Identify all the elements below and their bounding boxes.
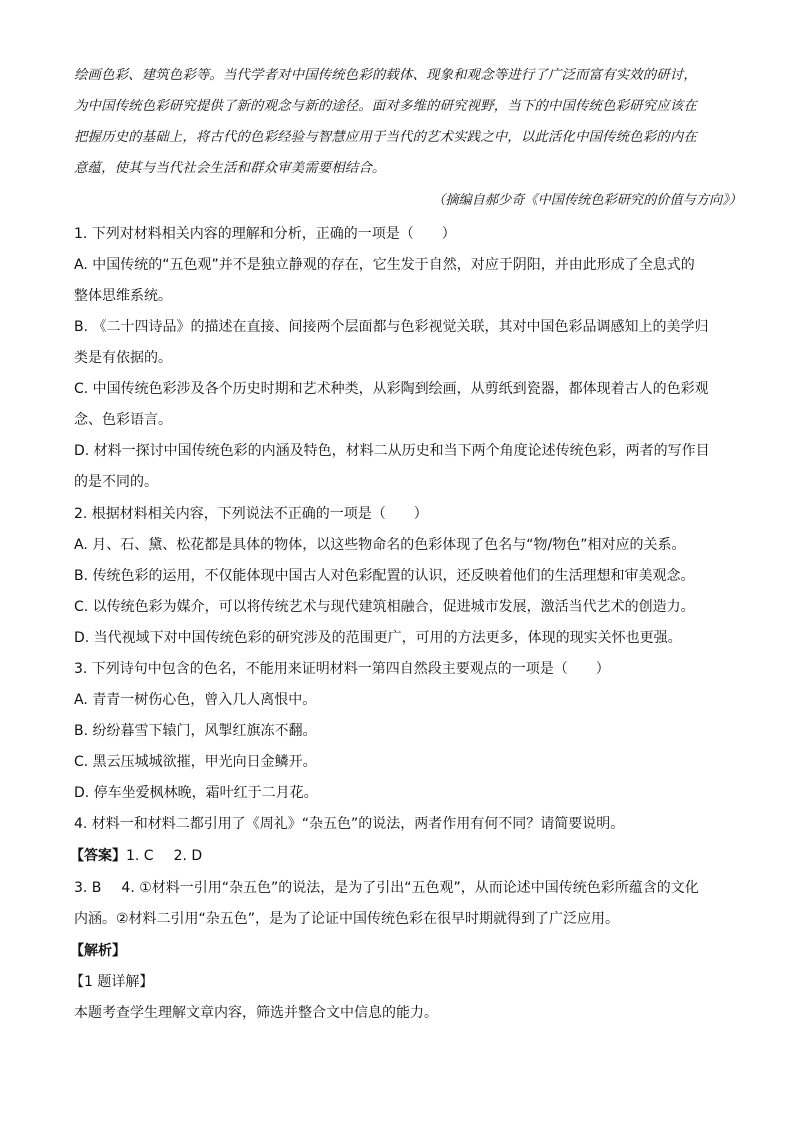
question-1-option-b-line-2: 类是有依据的。 (74, 350, 172, 366)
question-1-option-c-line-2: 念、色彩语言。 (74, 412, 172, 428)
answer-3: 3. B (74, 880, 102, 896)
question-1-option-d-line-2: 的是不同的。 (74, 474, 158, 490)
passage-line-3: 把握历史的基础上，将古代的色彩经验与智慧应用于当代的艺术实践之中，以此活化中国传统色彩的内在 (74, 130, 697, 145)
passage-source: （摘编自郝少奇《中国传统色彩研究的价值与方向》） (432, 193, 742, 208)
analysis-text: 本题考查学生理解文章内容，筛选并整合文中信息的能力。 (74, 1005, 438, 1021)
answer-label: 【答案】 (70, 848, 126, 864)
answer-1: 1. C (126, 848, 154, 864)
question-1-option-a-line-2: 整体思维系统。 (74, 288, 172, 304)
question-2-option-d: D. 当代视域下对中国传统色彩的研究涉及的范围更广，可用的方法更多，体现的现实关怀也更强。 (74, 630, 682, 646)
analysis-label: 【解析】 (70, 943, 126, 959)
question-2-stem: 2. 根据材料相关内容，下列说法不正确的一项是（ ） (74, 506, 428, 522)
answer-4-line-1: 4. ①材料一引用“杂五色”的说法，是为了引出“五色观”，从而论述中国传统色彩所蕴含的文化 (121, 880, 699, 896)
passage-line-4: 意蕴，使其与当代社会生活和群众审美需要相结合。 (74, 161, 386, 176)
question-3-option-b: B. 纷纷暮雪下辕门，风掣红旗冻不翻。 (74, 723, 317, 739)
question-2-option-c: C. 以传统色彩为媒介，可以将传统艺术与现代建筑相融合，促进城市发展，激活当代艺术的创造力。 (74, 599, 695, 615)
question-3-option-d: D. 停车坐爱枫林晚，霜叶红于二月花。 (74, 785, 318, 801)
passage-line-2: 为中国传统色彩研究提供了新的观念与新的途径。面对多维的研究视野，当下的中国传统色彩研究应该在 (74, 99, 697, 114)
question-1-option-b-line-1: B. 《二十四诗品》的描述在直接、间接两个层面都与色彩视觉关联，其对中国色彩品调感知上的美学归 (74, 319, 709, 335)
question-2-option-a: A. 月、石、黛、松花都是具体的物体，以这些物命名的色彩体现了色名与“物/物色”相对应的关系。 (74, 537, 686, 553)
question-4-stem: 4. 材料一和材料二都引用了《周礼》“杂五色”的说法，两者作用有何不同？请简要说明。 (74, 816, 625, 832)
answer-row-2 (74, 879, 734, 897)
question-1-option-a-line-1: A. 中国传统的“五色观”并不是独立静观的存在，它生发于自然，对应于阴阳，并由此形成了全息式的 (74, 257, 695, 273)
analysis-detail-label: 【1 题详解】 (70, 974, 154, 990)
answer-4-line-2: 内涵。②材料二引用“杂五色”，是为了论证中国传统色彩在很早时期就得到了广泛应用。 (74, 911, 620, 927)
question-3-option-a: A. 青青一树伤心色，曾入几人离恨中。 (74, 692, 317, 708)
answer-row-1 (70, 847, 730, 865)
question-3-stem: 3. 下列诗句中包含的色名，不能用来证明材料一第四自然段主要观点的一项是（ ） (74, 661, 610, 677)
question-3-option-c: C. 黑云压城城欲摧，甲光向日金鳞开。 (74, 754, 317, 770)
passage-line-1: 绘画色彩、建筑色彩等。当代学者对中国传统色彩的载体、现象和观念等进行了广泛而富有实效的研讨， (74, 68, 697, 83)
answer-2: 2. D (173, 848, 203, 864)
question-1-option-c-line-1: C. 中国传统色彩涉及各个历史时期和艺术种类，从彩陶到绘画，从剪纸到瓷器，都体现着古人的色彩观 (74, 381, 709, 397)
question-2-option-b: B. 传统色彩的运用，不仅能体现中国古人对色彩配置的认识，还反映着他们的生活理想和审美观念。 (74, 568, 695, 584)
question-1-stem: 1. 下列对材料相关内容的理解和分析，正确的一项是（ ） (74, 226, 456, 242)
question-1-option-d-line-1: D. 材料一探讨中国传统色彩的内涵及特色，材料二从历史和当下两个角度论述传统色彩，两者的写作目 (74, 443, 710, 459)
